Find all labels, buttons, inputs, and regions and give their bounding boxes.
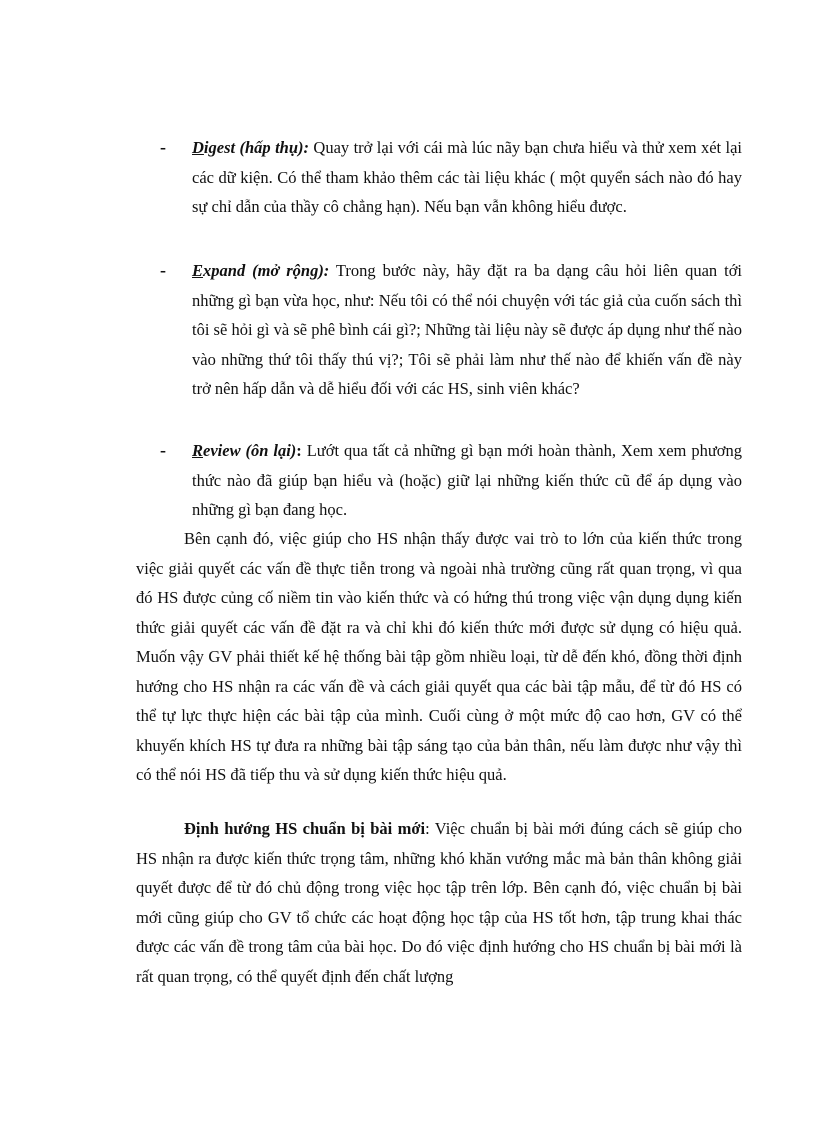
bullet-expand [136,256,742,404]
paragraph-2: Định hướng HS chuẩn bị bài mới: Việc chuẩn bị bài mới đúng cách sẽ giúp cho HS nhận ra được kiến thức trọng tâm, những khó khăn vướng mắc mà bản thân không giải quyết được để từ đó chủ động trong việc học tập trên lớp. Bên cạnh đó, việc chuẩn bị bài mới cũng giúp cho GV tổ chức các hoạt động học tập của HS tốt hơn, tập trung khai thác được các vấn đề trong tâm của bài học. Do đó việc định hướng cho HS chuẩn bị bài mới là rất quan trọng, có thể quyết định đến chất lượng [136,819,742,986]
bullet-digest [136,133,742,222]
bullet-dash: - [160,137,166,157]
bullet-dash: - [160,440,166,460]
bullet-text: Expand (mở rộng): Trong bước này, hãy đặt ra ba dạng câu hỏi liên quan tới những gì bạn vừa học, như: Nếu tôi có thể nói chuyện với tác giả của cuốn sách thì tôi sẽ hỏi gì và sẽ phê bình cái gì?; Những tài liệu này sẽ được áp dụng như thế nào vào những thứ tôi thấy thú vị?; Tôi sẽ phải làm như thế nào để khiến vấn đề này trở nên hấp dẫn và dễ hiểu đối với các HS, sinh viên khác? [192,261,742,398]
bullet-term: Expand (mở rộng): [192,261,330,280]
paragraph-1: Bên cạnh đó, việc giúp cho HS nhận thấy được vai trò to lớn của kiến thức trong việc giải quyết các vấn đề thực tiễn trong và ngoài nhà trường cũng rất quan trọng, vì qua đó HS được củng cố niềm tin vào kiến thức và có hứng thú trong việc vận dụng dụng kiến thức giải quyết các vấn đề đặt ra và chỉ khi đó kiến thức mới được sử dụng có hiệu quả. Muốn vậy GV phải thiết kế hệ thống bài tập gồm nhiều loại, từ dễ đến khó, đồng thời định hướng cho HS nhận ra các vấn đề và cách giải quyết qua các bài tập mẫu, để từ đó HS có thể tự lực thực hiện các bài tập của mình. Cuối cùng ở một mức độ cao hơn, GV có thể khuyến khích HS tự đưa ra những bài tập sáng tạo của bản thân, nếu làm được như vậy thì có thể nói HS đã tiếp thu và sử dụng kiến thức hiệu quả. [136,529,742,784]
bullet-term: Digest (hấp thụ): [192,138,310,157]
bullet-dash: - [160,260,166,280]
paragraph-heading: Định hướng HS chuẩn bị bài mới [184,819,426,838]
bullet-term: Review (ôn lại) [192,441,297,460]
bullet-text: Digest (hấp thụ): Quay trở lại với cái mà lúc nãy bạn chưa hiểu và thử xem xét lại các dữ kiện. Có thể tham khảo thêm các tài liệu khác ( một quyển sách nào đó hay sự chỉ dẫn của thầy cô chẳng hạn). Nếu bạn vẫn không hiểu được. [192,138,743,216]
bullet-text: Review (ôn lại): Lướt qua tất cả những gì bạn mới hoàn thành, Xem xem phương thức nào đã giúp bạn hiểu và (hoặc) giữ lại những kiến thức cũ để áp dụng vào những gì bạn đang học. [192,441,742,519]
bullet-review [136,436,742,525]
